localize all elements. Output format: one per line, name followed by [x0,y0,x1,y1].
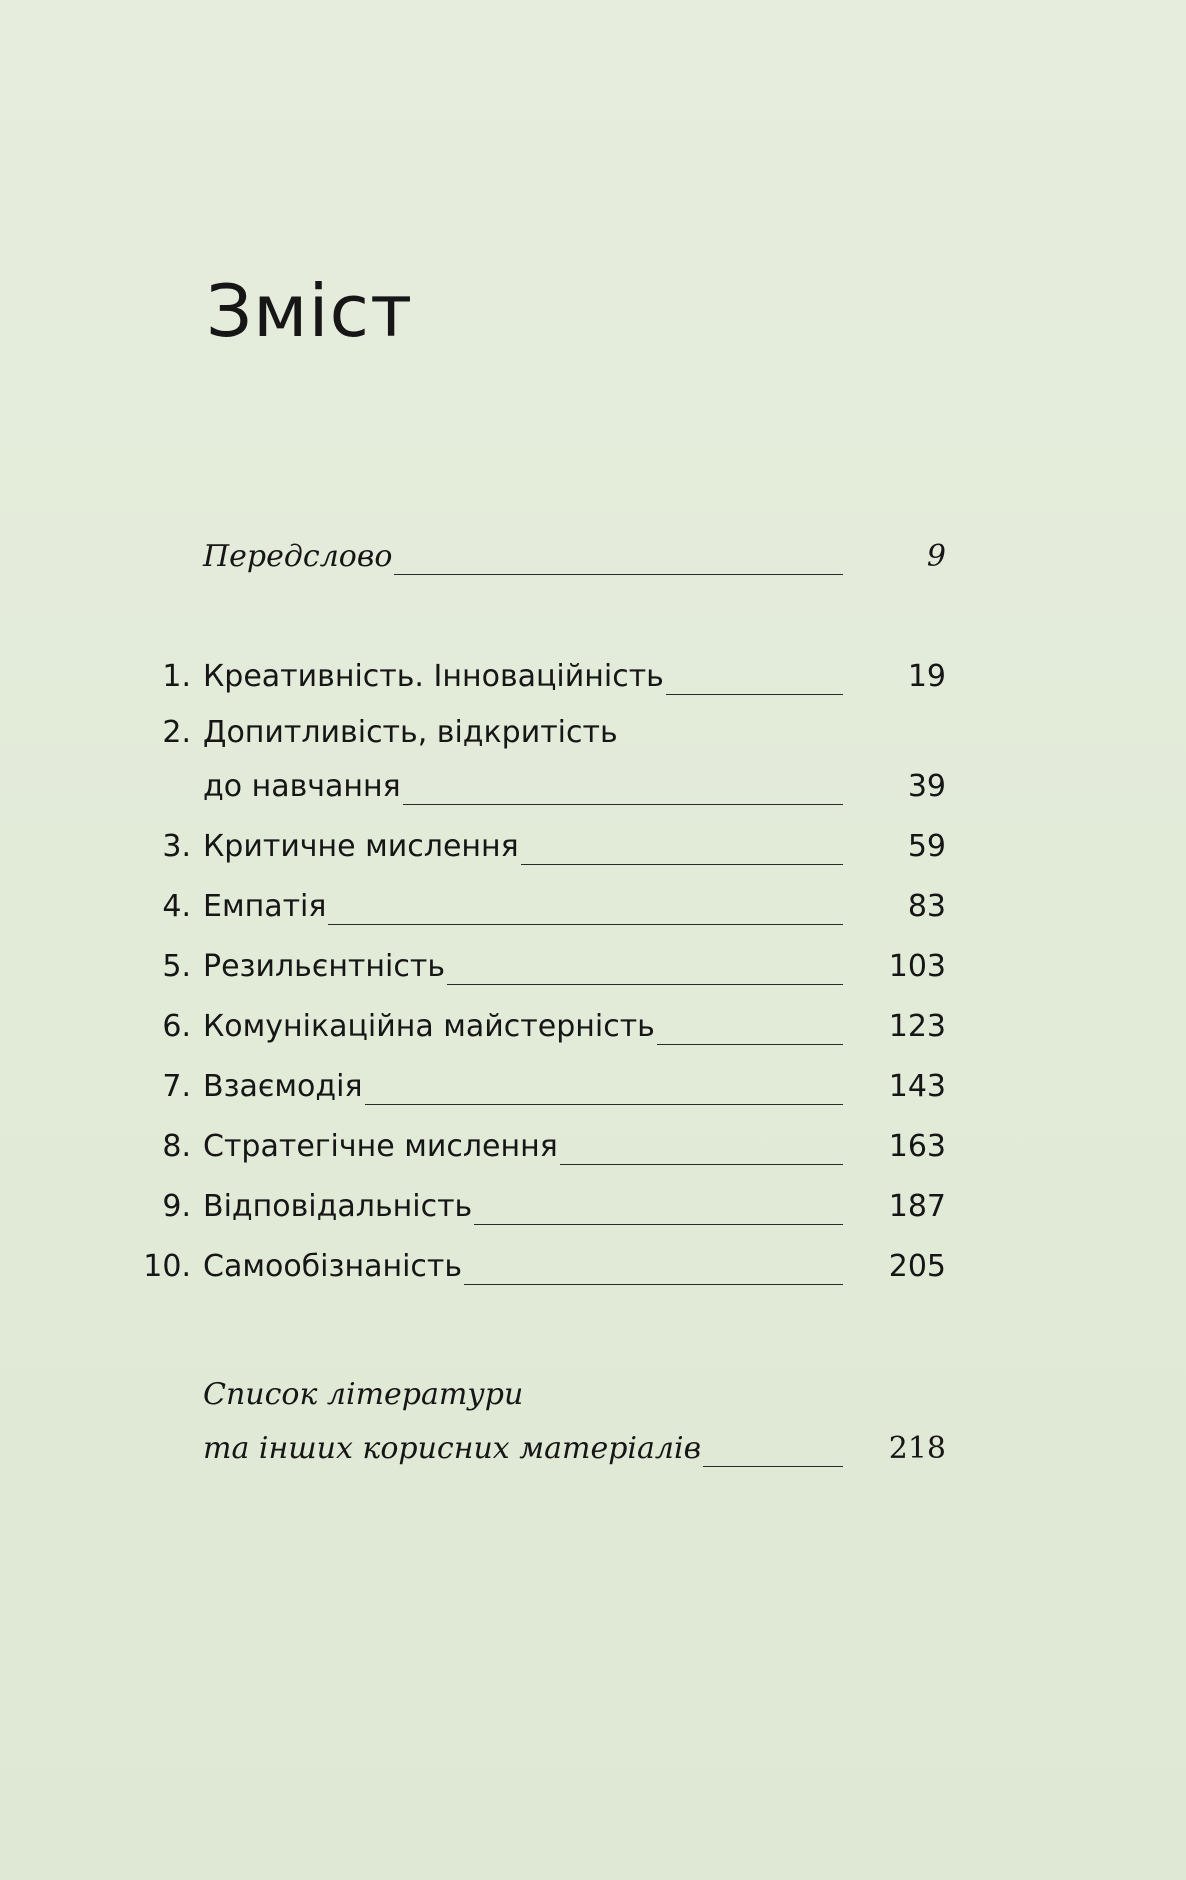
toc-entry-label: Комунікаційна майстерність [203,1009,655,1044]
toc-entry-references[interactable] [0,1368,1186,1478]
toc-entry-label: та інших корисних матеріалів [203,1431,702,1466]
chapter-number: 10. [143,1249,191,1284]
toc-entry-label: до навчання [203,769,401,804]
toc-entry-label: Критичне мислення [203,829,519,864]
dot-leader [666,694,843,695]
dot-leader [464,1284,843,1285]
dot-leader [521,864,843,865]
toc-page-number: 143 [888,1069,946,1104]
chapter-number: 4. [162,889,191,924]
chapter-number: 7. [162,1069,191,1104]
dot-leader [703,1466,843,1467]
chapter-number: 8. [162,1129,191,1164]
toc-entry-label: Передслово [203,539,393,574]
toc-page-number: 123 [888,1009,946,1044]
chapter-number: 3. [162,829,191,864]
toc-page-number: 187 [888,1189,946,1224]
toc-entry-chapter-2[interactable] [0,706,1186,816]
chapter-number: 2. [162,715,191,750]
chapter-number: 6. [162,1009,191,1044]
toc-entry-label-line1: Допитливість, відкритість [203,715,618,750]
toc-page-number: 83 [907,889,946,924]
dot-leader [657,1044,843,1045]
dot-leader [403,804,843,805]
dot-leader [447,984,843,985]
toc-page-number: 205 [888,1249,946,1284]
toc-entry-label: Стратегічне мислення [203,1129,558,1164]
toc-entry-label: Відповідальність [203,1189,473,1224]
toc-page-number: 103 [888,949,946,984]
chapter-number: 1. [162,659,191,694]
toc-entry-label: Резильєнтність [203,949,446,984]
toc-page-number: 163 [888,1129,946,1164]
dot-leader [474,1224,843,1225]
dot-leader [394,574,843,575]
toc-entry-label: Самообізнаність [203,1249,463,1284]
toc-entry-label: Емпатія [203,889,327,924]
toc-entry-label: Взаємодія [203,1069,363,1104]
toc-page-number: 39 [907,769,946,804]
chapter-number: 5. [162,949,191,984]
toc-page-number: 9 [926,539,946,574]
toc-page-number: 59 [907,829,946,864]
chapter-number: 9. [162,1189,191,1224]
dot-leader [560,1164,843,1165]
dot-leader [365,1104,844,1105]
dot-leader [328,924,843,925]
page-title: Зміст [206,269,414,353]
toc-page-number: 218 [888,1431,946,1466]
toc-entry-label-line1: Список літератури [203,1377,524,1412]
toc-entry-label: Креативність. Інноваційність [203,659,664,694]
toc-page-number: 19 [907,659,946,694]
